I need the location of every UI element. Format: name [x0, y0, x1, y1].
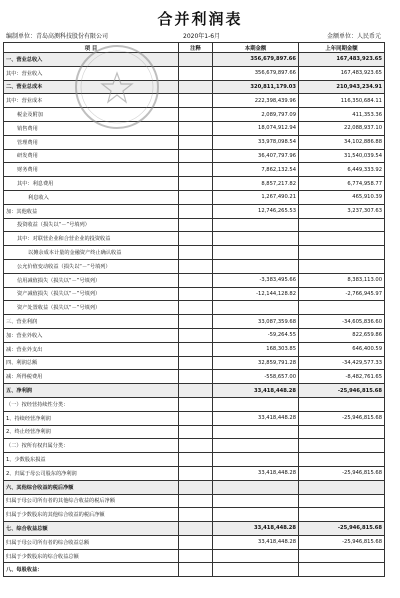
col-header-item: 项 目 [4, 43, 179, 53]
page-title: 合并利润表 [157, 10, 243, 28]
row-previous-amount: -2,766,945.97 [299, 287, 385, 301]
row-current-amount: 32,859,791.28 [213, 356, 299, 370]
row-item-label: 一、营业总收入 [4, 53, 179, 67]
row-previous-amount: 8,383,113.00 [299, 273, 385, 287]
table-header-row [4, 43, 385, 53]
row-note [179, 287, 213, 301]
income-statement-table [3, 42, 385, 577]
row-current-amount [213, 549, 299, 563]
row-item-label: 其中：营业成本 [4, 94, 179, 108]
table-row [4, 397, 385, 411]
row-current-amount: 33,418,448.28 [213, 522, 299, 536]
row-note [179, 549, 213, 563]
table-row [4, 121, 385, 135]
table-row [4, 466, 385, 480]
row-current-amount: 356,679,897.66 [213, 53, 299, 67]
table-row [4, 53, 385, 67]
row-item-label: 财务费用 [4, 163, 179, 177]
row-item-label: 研发费用 [4, 149, 179, 163]
currency-unit: 金额单位：人民币元 [326, 33, 381, 40]
row-current-amount: 7,862,132.54 [213, 163, 299, 177]
table-row [4, 301, 385, 315]
table-row [4, 108, 385, 122]
row-item-label: 五、净利润 [4, 384, 179, 398]
row-current-amount: 33,418,448.28 [213, 466, 299, 480]
row-previous-amount: -25,946,815.68 [299, 522, 385, 536]
row-previous-amount: -25,946,815.68 [299, 535, 385, 549]
row-current-amount [213, 301, 299, 315]
row-item-label: 三、营业利润 [4, 315, 179, 329]
row-note [179, 508, 213, 522]
table-row [4, 494, 385, 508]
row-note [179, 466, 213, 480]
row-previous-amount: 6,774,958.77 [299, 177, 385, 191]
row-item-label: 以摊余成本计量的金融资产终止确认收益 [4, 246, 179, 260]
company-seal-icon [72, 42, 162, 132]
row-previous-amount: 3,237,307.63 [299, 204, 385, 218]
row-current-amount: 356,679,897.66 [213, 66, 299, 80]
row-item-label: 四、利润总额 [4, 356, 179, 370]
row-note [179, 397, 213, 411]
row-note [179, 315, 213, 329]
row-item-label: 利息收入 [4, 190, 179, 204]
table-row [4, 259, 385, 273]
row-previous-amount [299, 549, 385, 563]
row-current-amount: 8,857,217.82 [213, 177, 299, 191]
row-current-amount: -59,264.55 [213, 328, 299, 342]
row-previous-amount: 167,483,923.65 [299, 53, 385, 67]
row-item-label: 六、其他综合收益的税后净额 [4, 480, 179, 494]
row-note [179, 411, 213, 425]
row-item-label: 资产减值损失（损失以“－”号填列） [4, 287, 179, 301]
row-note [179, 135, 213, 149]
table-row [4, 94, 385, 108]
table-row [4, 177, 385, 191]
row-current-amount [213, 453, 299, 467]
table-row [4, 246, 385, 260]
row-previous-amount [299, 508, 385, 522]
row-previous-amount: -25,946,815.68 [299, 384, 385, 398]
row-note [179, 232, 213, 246]
table-row [4, 370, 385, 384]
table-row [4, 328, 385, 342]
row-item-label: 归属于母公司所有者的其他综合收益的税后净额 [4, 494, 179, 508]
table-row [4, 425, 385, 439]
table-row [4, 190, 385, 204]
row-current-amount: 168,303.85 [213, 342, 299, 356]
table-row [4, 232, 385, 246]
row-current-amount [213, 480, 299, 494]
row-note [179, 535, 213, 549]
row-current-amount [213, 494, 299, 508]
report-period: 2020年1-6月 [183, 33, 221, 40]
row-item-label: 其中：利息费用 [4, 177, 179, 191]
row-note [179, 108, 213, 122]
row-item-label: （一）按经营持续性分类： [4, 397, 179, 411]
row-item-label: 二、营业总成本 [4, 80, 179, 94]
row-current-amount [213, 439, 299, 453]
table-row [4, 508, 385, 522]
row-note [179, 149, 213, 163]
row-previous-amount: 822,659.86 [299, 328, 385, 342]
row-note [179, 94, 213, 108]
row-current-amount: 36,407,797.96 [213, 149, 299, 163]
row-note [179, 53, 213, 67]
row-current-amount: 33,978,098.54 [213, 135, 299, 149]
col-header-previous: 上年同期金额 [299, 43, 385, 53]
row-item-label: （二）按所有权归属分类： [4, 439, 179, 453]
row-current-amount [213, 259, 299, 273]
table-row [4, 204, 385, 218]
row-previous-amount [299, 397, 385, 411]
row-current-amount [213, 563, 299, 577]
row-item-label: 归属于少数股东的综合收益总额 [4, 549, 179, 563]
row-current-amount [213, 508, 299, 522]
row-note [179, 121, 213, 135]
table-row [4, 135, 385, 149]
row-previous-amount [299, 425, 385, 439]
row-current-amount: -558,657.00 [213, 370, 299, 384]
row-item-label: 1、持续经营净利润 [4, 411, 179, 425]
row-current-amount: 33,418,448.28 [213, 535, 299, 549]
row-current-amount [213, 232, 299, 246]
row-previous-amount [299, 439, 385, 453]
row-previous-amount [299, 232, 385, 246]
row-note [179, 453, 213, 467]
row-current-amount: 33,418,448.28 [213, 384, 299, 398]
row-current-amount [213, 218, 299, 232]
row-previous-amount [299, 480, 385, 494]
row-previous-amount: -25,946,815.68 [299, 466, 385, 480]
row-item-label: 公允价值变动收益（损失以“－”号填列） [4, 259, 179, 273]
table-row [4, 218, 385, 232]
row-item-label: 减：所得税费用 [4, 370, 179, 384]
table-row [4, 522, 385, 536]
row-previous-amount [299, 218, 385, 232]
row-previous-amount: -34,429,577.33 [299, 356, 385, 370]
row-previous-amount [299, 494, 385, 508]
row-note [179, 522, 213, 536]
row-item-label: 加：营业外收入 [4, 328, 179, 342]
row-previous-amount: 646,400.59 [299, 342, 385, 356]
row-note [179, 342, 213, 356]
table-row [4, 480, 385, 494]
table-row [4, 287, 385, 301]
row-note [179, 246, 213, 260]
row-previous-amount: 116,350,684.11 [299, 94, 385, 108]
row-note [179, 370, 213, 384]
row-note [179, 190, 213, 204]
row-current-amount [213, 425, 299, 439]
row-item-label: 减：营业外支出 [4, 342, 179, 356]
row-item-label: 归属于母公司所有者的综合收益总额 [4, 535, 179, 549]
table-row [4, 453, 385, 467]
row-item-label: 其中：营业收入 [4, 66, 179, 80]
table-row [4, 163, 385, 177]
row-previous-amount: -8,482,761.65 [299, 370, 385, 384]
table-row [4, 384, 385, 398]
row-note [179, 356, 213, 370]
row-item-label: 税金及附加 [4, 108, 179, 122]
row-note [179, 328, 213, 342]
row-item-label: 七、综合收益总额 [4, 522, 179, 536]
row-note [179, 259, 213, 273]
row-previous-amount: 22,088,937.10 [299, 121, 385, 135]
row-current-amount: 12,746,265.53 [213, 204, 299, 218]
row-item-label: 管理费用 [4, 135, 179, 149]
row-note [179, 439, 213, 453]
row-item-label: 加：其他收益 [4, 204, 179, 218]
row-item-label: 资产处置收益（损失以“－”号填列） [4, 301, 179, 315]
row-note [179, 480, 213, 494]
header-meta [3, 31, 397, 41]
row-current-amount: 320,811,179.03 [213, 80, 299, 94]
row-item-label: 归属于少数股东的其他综合收益的税后净额 [4, 508, 179, 522]
row-current-amount: -12,144,128.82 [213, 287, 299, 301]
row-note [179, 301, 213, 315]
row-previous-amount [299, 246, 385, 260]
row-current-amount: 33,418,448.28 [213, 411, 299, 425]
row-current-amount: 18,074,912.94 [213, 121, 299, 135]
row-item-label: 销售费用 [4, 121, 179, 135]
row-previous-amount: 465,910.39 [299, 190, 385, 204]
row-previous-amount: 31,540,039.54 [299, 149, 385, 163]
row-current-amount: -3,383,495.66 [213, 273, 299, 287]
table-row [4, 439, 385, 453]
table-row [4, 66, 385, 80]
row-current-amount: 1,267,490.21 [213, 190, 299, 204]
company-name: 编制单位：青岛高测科技股份有限公司 [6, 33, 109, 40]
table-row [4, 342, 385, 356]
row-item-label: 八、每股收益： [4, 563, 179, 577]
row-note [179, 384, 213, 398]
row-previous-amount: -25,946,815.68 [299, 411, 385, 425]
table-row [4, 549, 385, 563]
row-note [179, 218, 213, 232]
row-current-amount: 222,398,439.96 [213, 94, 299, 108]
row-note [179, 177, 213, 191]
row-item-label: 投资收益（损失以“－”号填列） [4, 218, 179, 232]
row-previous-amount [299, 259, 385, 273]
row-note [179, 563, 213, 577]
row-previous-amount: 167,483,923.65 [299, 66, 385, 80]
table-row [4, 315, 385, 329]
row-note [179, 273, 213, 287]
row-current-amount: 2,089,797.09 [213, 108, 299, 122]
row-current-amount: 33,087,359.68 [213, 315, 299, 329]
table-row [4, 563, 385, 577]
row-note [179, 425, 213, 439]
row-current-amount [213, 397, 299, 411]
row-item-label: 其中：对联营企业和合营企业的投资收益 [4, 232, 179, 246]
row-note [179, 80, 213, 94]
row-item-label: 2、归属于母公司股东的净利润 [4, 466, 179, 480]
row-item-label: 2、终止经营净利润 [4, 425, 179, 439]
row-note [179, 494, 213, 508]
table-row [4, 356, 385, 370]
table-row [4, 273, 385, 287]
col-header-current: 本期金额 [213, 43, 299, 53]
row-previous-amount [299, 453, 385, 467]
col-header-note: 注释 [179, 43, 213, 53]
table-row [4, 149, 385, 163]
row-item-label: 1、少数股东损益 [4, 453, 179, 467]
row-note [179, 204, 213, 218]
row-note [179, 163, 213, 177]
row-current-amount [213, 246, 299, 260]
row-previous-amount: 210,943,234.91 [299, 80, 385, 94]
row-previous-amount: 6,449,333.92 [299, 163, 385, 177]
row-previous-amount: 411,353.36 [299, 108, 385, 122]
row-previous-amount [299, 301, 385, 315]
table-row [4, 411, 385, 425]
row-item-label: 信用减值损失（损失以“－”号填列） [4, 273, 179, 287]
table-row [4, 535, 385, 549]
row-previous-amount: 34,102,886.88 [299, 135, 385, 149]
table-row [4, 80, 385, 94]
row-note [179, 66, 213, 80]
row-previous-amount [299, 563, 385, 577]
row-previous-amount: -34,605,836.60 [299, 315, 385, 329]
